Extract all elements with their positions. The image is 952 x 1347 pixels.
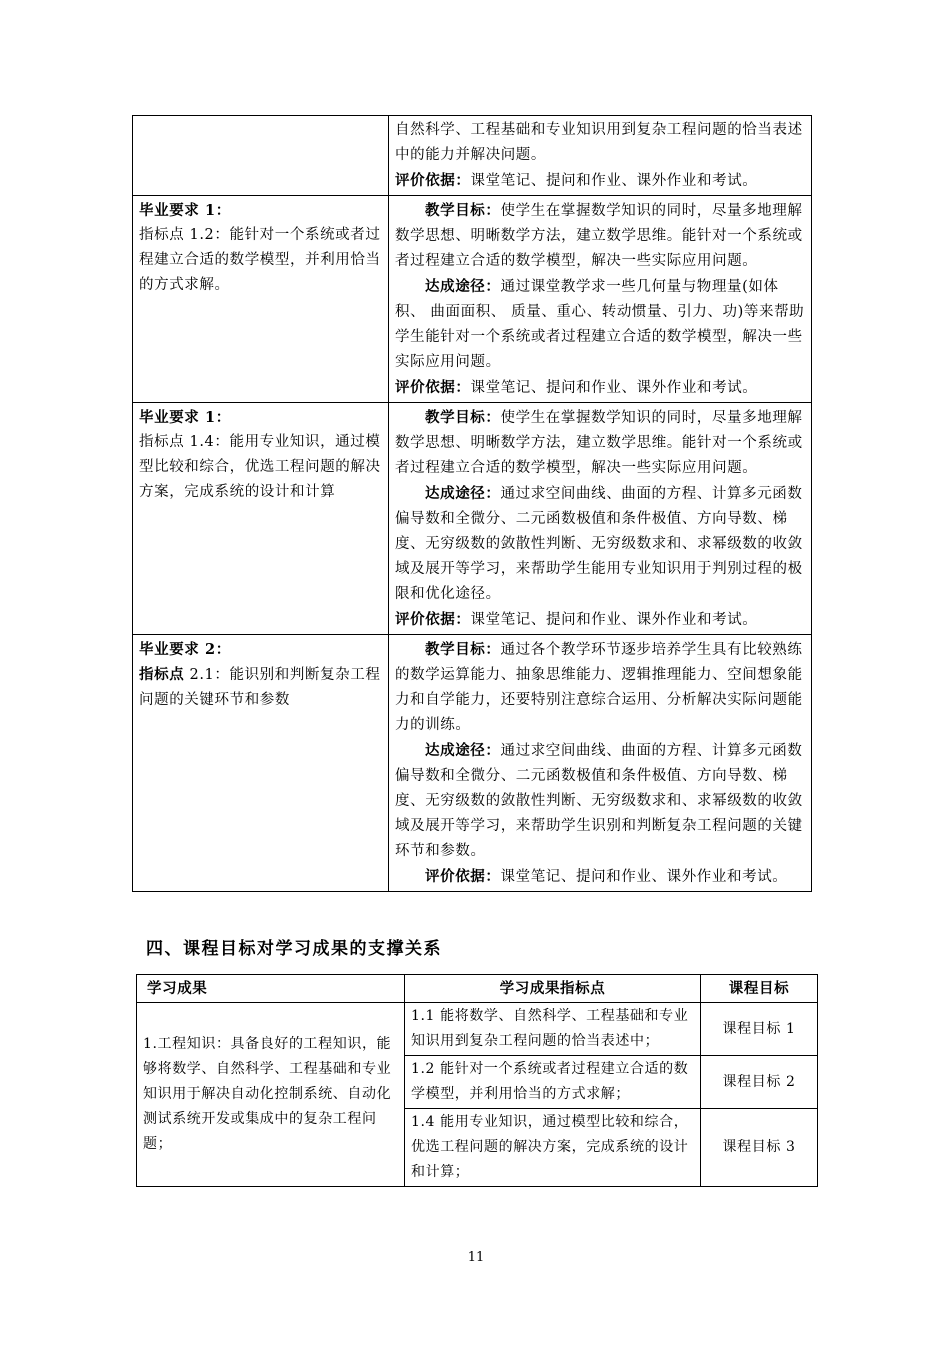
course-goal-cell: 课程目标 2 xyxy=(701,1056,818,1109)
requirement-cell xyxy=(133,403,389,635)
objective-cell xyxy=(389,635,812,892)
achievement-path-text: 通过求空间曲线、曲面的方程、计算多元函数偏导数和全微分、二元函数极值和条件极值、方向导数、梯度、无穷级数的敛散性判断、无穷级数求和、求幂级数的收敛域及展开等学习，来帮助学生识别和判断复杂工程问题的关键环节和参数。 xyxy=(395,743,803,859)
table-row xyxy=(137,1003,818,1056)
teaching-goal-text: 通过各个教学环节逐步培养学生具有比较熟练的数学运算能力、抽象思维能力、逻辑推理能力、空间想象能力和自学能力，还要特别注意综合运用、分析解决实际问题能力的训练。 xyxy=(395,642,803,733)
evaluation-label: 评价依据： xyxy=(395,611,471,628)
achievement-path-label: 达成途径： xyxy=(425,485,501,502)
achievement-path xyxy=(395,738,806,864)
evaluation-label: 评价依据： xyxy=(395,172,471,189)
indicator-cell: 1.2 能针对一个系统或者过程建立合适的数学模型，并利用恰当的方式求解； xyxy=(405,1056,701,1109)
teaching-goal-text: 使学生在掌握数学知识的同时，尽量多地理解数学思想、明晰数学方法，建立数学思维。能针对一个系统或者过程建立合适的数学模型，解决一些实际应用问题。 xyxy=(395,410,803,476)
table-row xyxy=(133,116,812,196)
achievement-path xyxy=(395,481,806,607)
requirement-title: 毕业要求 2： xyxy=(139,641,231,658)
requirement-cell xyxy=(133,116,389,196)
achievement-path-label: 达成途径： xyxy=(425,742,501,759)
indicator xyxy=(139,662,383,713)
objective-cell xyxy=(389,196,812,403)
requirement-title: 毕业要求 1： xyxy=(139,409,231,426)
teaching-goal-label: 教学目标： xyxy=(425,202,501,219)
indicator-label: 指标点 xyxy=(139,666,185,683)
course-goal-cell: 课程目标 3 xyxy=(701,1109,818,1187)
achievement-path-label: 达成途径： xyxy=(425,278,501,295)
evaluation-text: 课堂笔记、提问和作业、课外作业和考试。 xyxy=(470,173,758,189)
column-header-indicator: 学习成果指标点 xyxy=(405,975,701,1003)
support-relation-table xyxy=(136,974,818,1187)
column-header-outcome: 学习成果 xyxy=(137,975,405,1003)
evaluation-basis xyxy=(395,864,806,890)
achievement-path-text: 通过课堂教学求一些几何量与物理量(如体积、 曲面面积、 质量、重心、转动惯量、引力、功)等来帮助学生能针对一个系统或者过程建立合适的数学模型，解决一些实际应用问题。 xyxy=(395,279,805,370)
course-goal-cell: 课程目标 1 xyxy=(701,1003,818,1056)
evaluation-text: 课堂笔记、提问和作业、课外作业和考试。 xyxy=(470,380,758,396)
table-row xyxy=(133,196,812,403)
table-row xyxy=(133,635,812,892)
section-title: 四、课程目标对学习成果的支撑关系 xyxy=(146,939,442,959)
learning-outcome-cell: 1.工程知识：具备良好的工程知识，能够将数学、自然科学、工程基础和专业知识用于解决自动化控制系统、自动化测试系统开发或集成中的复杂工程问题； xyxy=(137,1003,405,1187)
evaluation-basis xyxy=(395,375,806,401)
indicator-text: 指标点 1.2：能针对一个系统或者过程建立合适的数学模型，并利用恰当的方式求解。 xyxy=(139,227,381,293)
evaluation-label: 评价依据： xyxy=(425,868,501,885)
indicator-text: 2.1：能识别和判断复杂工程问题的关键环节和参数 xyxy=(139,667,381,708)
teaching-goal-text: 使学生在掌握数学知识的同时，尽量多地理解数学思想、明晰数学方法，建立数学思维。能针对一个系统或者过程建立合适的数学模型，解决一些实际应用问题。 xyxy=(395,203,803,269)
teaching-goal-label: 教学目标： xyxy=(425,641,501,658)
achievement-path-text: 通过求空间曲线、曲面的方程、计算多元函数偏导数和全微分、二元函数极值和条件极值、方向导数、梯度、无穷级数的敛散性判断、无穷级数求和、求幂级数的收敛域及展开等学习，来帮助学生能用专业知识用于判别过程的极限和优化途径。 xyxy=(395,486,803,602)
indicator-text: 指标点 1.4：能用专业知识，通过模型比较和综合，优选工程问题的解决方案，完成系统的设计和计算 xyxy=(139,434,381,500)
evaluation-basis xyxy=(395,607,806,633)
continued-text: 自然科学、工程基础和专业知识用到复杂工程问题的恰当表述中的能力并解决问题。 xyxy=(395,122,803,163)
evaluation-text: 课堂笔记、提问和作业、课外作业和考试。 xyxy=(470,612,758,628)
teaching-goal xyxy=(395,637,806,738)
requirement-title: 毕业要求 1： xyxy=(139,202,231,219)
indicator-cell: 1.1 能将数学、自然科学、工程基础和专业知识用到复杂工程问题的恰当表述中； xyxy=(405,1003,701,1056)
evaluation-label: 评价依据： xyxy=(395,379,471,396)
header-row xyxy=(137,975,818,1003)
objective-cell xyxy=(389,403,812,635)
teaching-goal-label: 教学目标： xyxy=(425,409,501,426)
requirements-table xyxy=(132,115,812,892)
evaluation-basis xyxy=(395,168,806,194)
column-header-goal: 课程目标 xyxy=(701,975,818,1003)
table-row xyxy=(133,403,812,635)
teaching-goal xyxy=(395,198,806,274)
evaluation-text: 课堂笔记、提问和作业、课外作业和考试。 xyxy=(500,869,788,885)
requirement-cell xyxy=(133,196,389,403)
indicator-cell: 1.4 能用专业知识，通过模型比较和综合，优选工程问题的解决方案，完成系统的设计和计算； xyxy=(405,1109,701,1187)
achievement-path xyxy=(395,274,806,375)
requirement-cell xyxy=(133,635,389,892)
teaching-goal xyxy=(395,405,806,481)
objective-cell xyxy=(389,116,812,196)
page-number: 11 xyxy=(467,1250,485,1265)
